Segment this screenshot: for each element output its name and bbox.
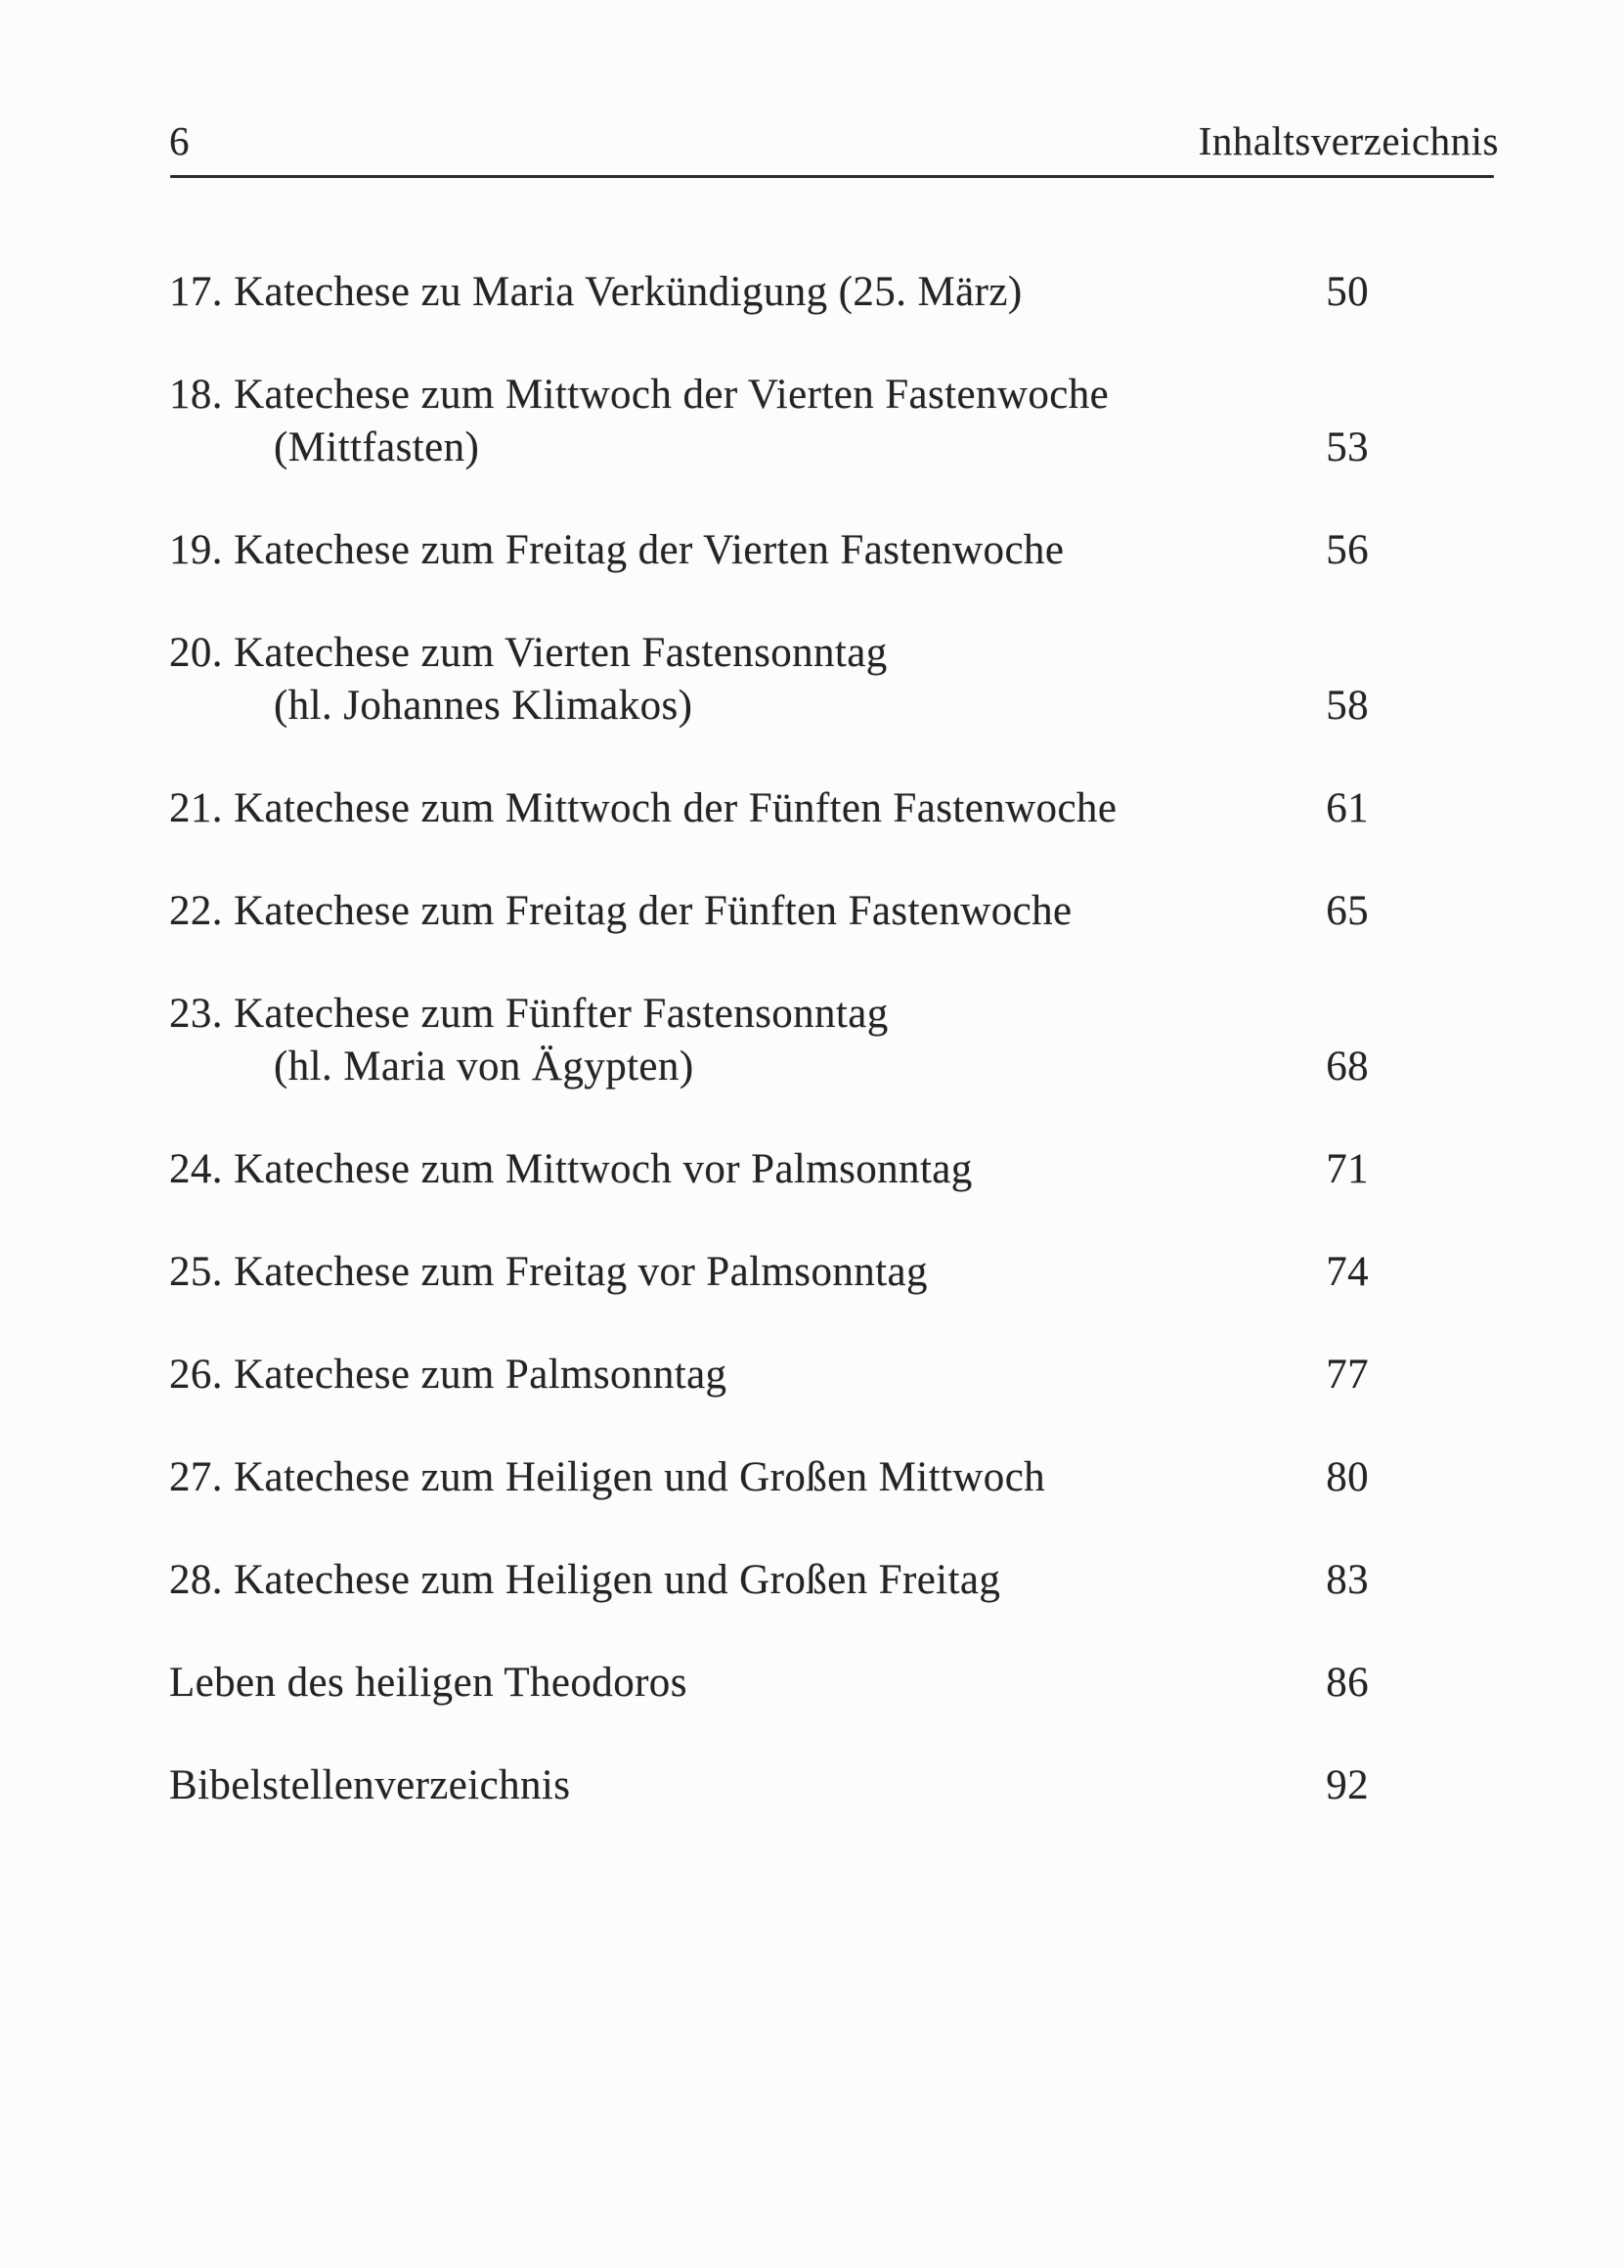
toc-entry [169, 1657, 1369, 1710]
table-of-contents [169, 266, 1369, 1862]
toc-entry [169, 988, 1369, 1093]
running-header [169, 118, 1499, 163]
entry-page-number: 80 [1326, 1454, 1369, 1500]
entry-title: Bibelstellenverzeichnis [169, 1762, 571, 1808]
entry-title: Leben des heiligen Theodoros [169, 1660, 687, 1706]
header-rule [170, 175, 1494, 178]
entry-title: 24. Katechese zum Mittwoch vor Palmsonntag [169, 1146, 973, 1192]
entry-title: 28. Katechese zum Heiligen und Großen Freitag [169, 1557, 1001, 1603]
entry-title-line1: 23. Katechese zum Fünfter Fastensonntag [169, 991, 889, 1037]
entry-page-number: 53 [1326, 424, 1369, 470]
entry-page-number: 92 [1326, 1762, 1369, 1808]
entry-page-number: 65 [1326, 888, 1369, 934]
toc-entry [169, 266, 1369, 319]
entry-title: 19. Katechese zum Freitag der Vierten Fastenwoche [169, 527, 1065, 573]
toc-entry [169, 1451, 1369, 1504]
entry-title: 25. Katechese zum Freitag vor Palmsonntag [169, 1249, 928, 1295]
toc-entry [169, 782, 1369, 835]
entry-page-number: 83 [1326, 1557, 1369, 1603]
toc-entry [169, 627, 1369, 733]
entry-page-number: 77 [1326, 1352, 1369, 1398]
entry-page-number: 68 [1326, 1044, 1369, 1090]
entry-title: 17. Katechese zu Maria Verkündigung (25. März) [169, 269, 1023, 315]
toc-entry [169, 1246, 1369, 1299]
entry-title: 26. Katechese zum Palmsonntag [169, 1352, 727, 1398]
entry-title [169, 627, 1261, 733]
entry-page-number: 74 [1326, 1249, 1369, 1295]
toc-entry [169, 1349, 1369, 1401]
entry-page-number: 50 [1326, 269, 1369, 315]
entry-title-line2: (hl. Johannes Klimakos) [274, 683, 693, 729]
entry-page-number: 56 [1326, 527, 1369, 573]
entry-title-line1: 18. Katechese zum Mittwoch der Vierten Fastenwoche [169, 372, 1110, 418]
entry-title [169, 988, 1261, 1093]
entry-title: 22. Katechese zum Freitag der Fünften Fastenwoche [169, 888, 1073, 934]
toc-entry [169, 1554, 1369, 1607]
header-title: Inhaltsverzeichnis [1198, 118, 1499, 163]
entry-page-number: 71 [1326, 1146, 1369, 1192]
entry-page-number: 61 [1326, 785, 1369, 831]
entry-title: 27. Katechese zum Heiligen und Großen Mittwoch [169, 1454, 1046, 1500]
entry-title-line2: (hl. Maria von Ägypten) [274, 1044, 694, 1090]
entry-title-line2: (Mittfasten) [274, 424, 480, 470]
folio-page-number: 6 [169, 118, 190, 163]
toc-entry [169, 1759, 1369, 1812]
entry-page-number: 86 [1326, 1660, 1369, 1706]
toc-entry [169, 524, 1369, 577]
toc-entry [169, 885, 1369, 938]
entry-page-number: 58 [1326, 683, 1369, 729]
toc-entry [169, 369, 1369, 474]
entry-title [169, 369, 1261, 474]
entry-title: 21. Katechese zum Mittwoch der Fünften Fastenwoche [169, 785, 1118, 831]
entry-title-line1: 20. Katechese zum Vierten Fastensonntag [169, 630, 888, 676]
toc-entry [169, 1143, 1369, 1196]
